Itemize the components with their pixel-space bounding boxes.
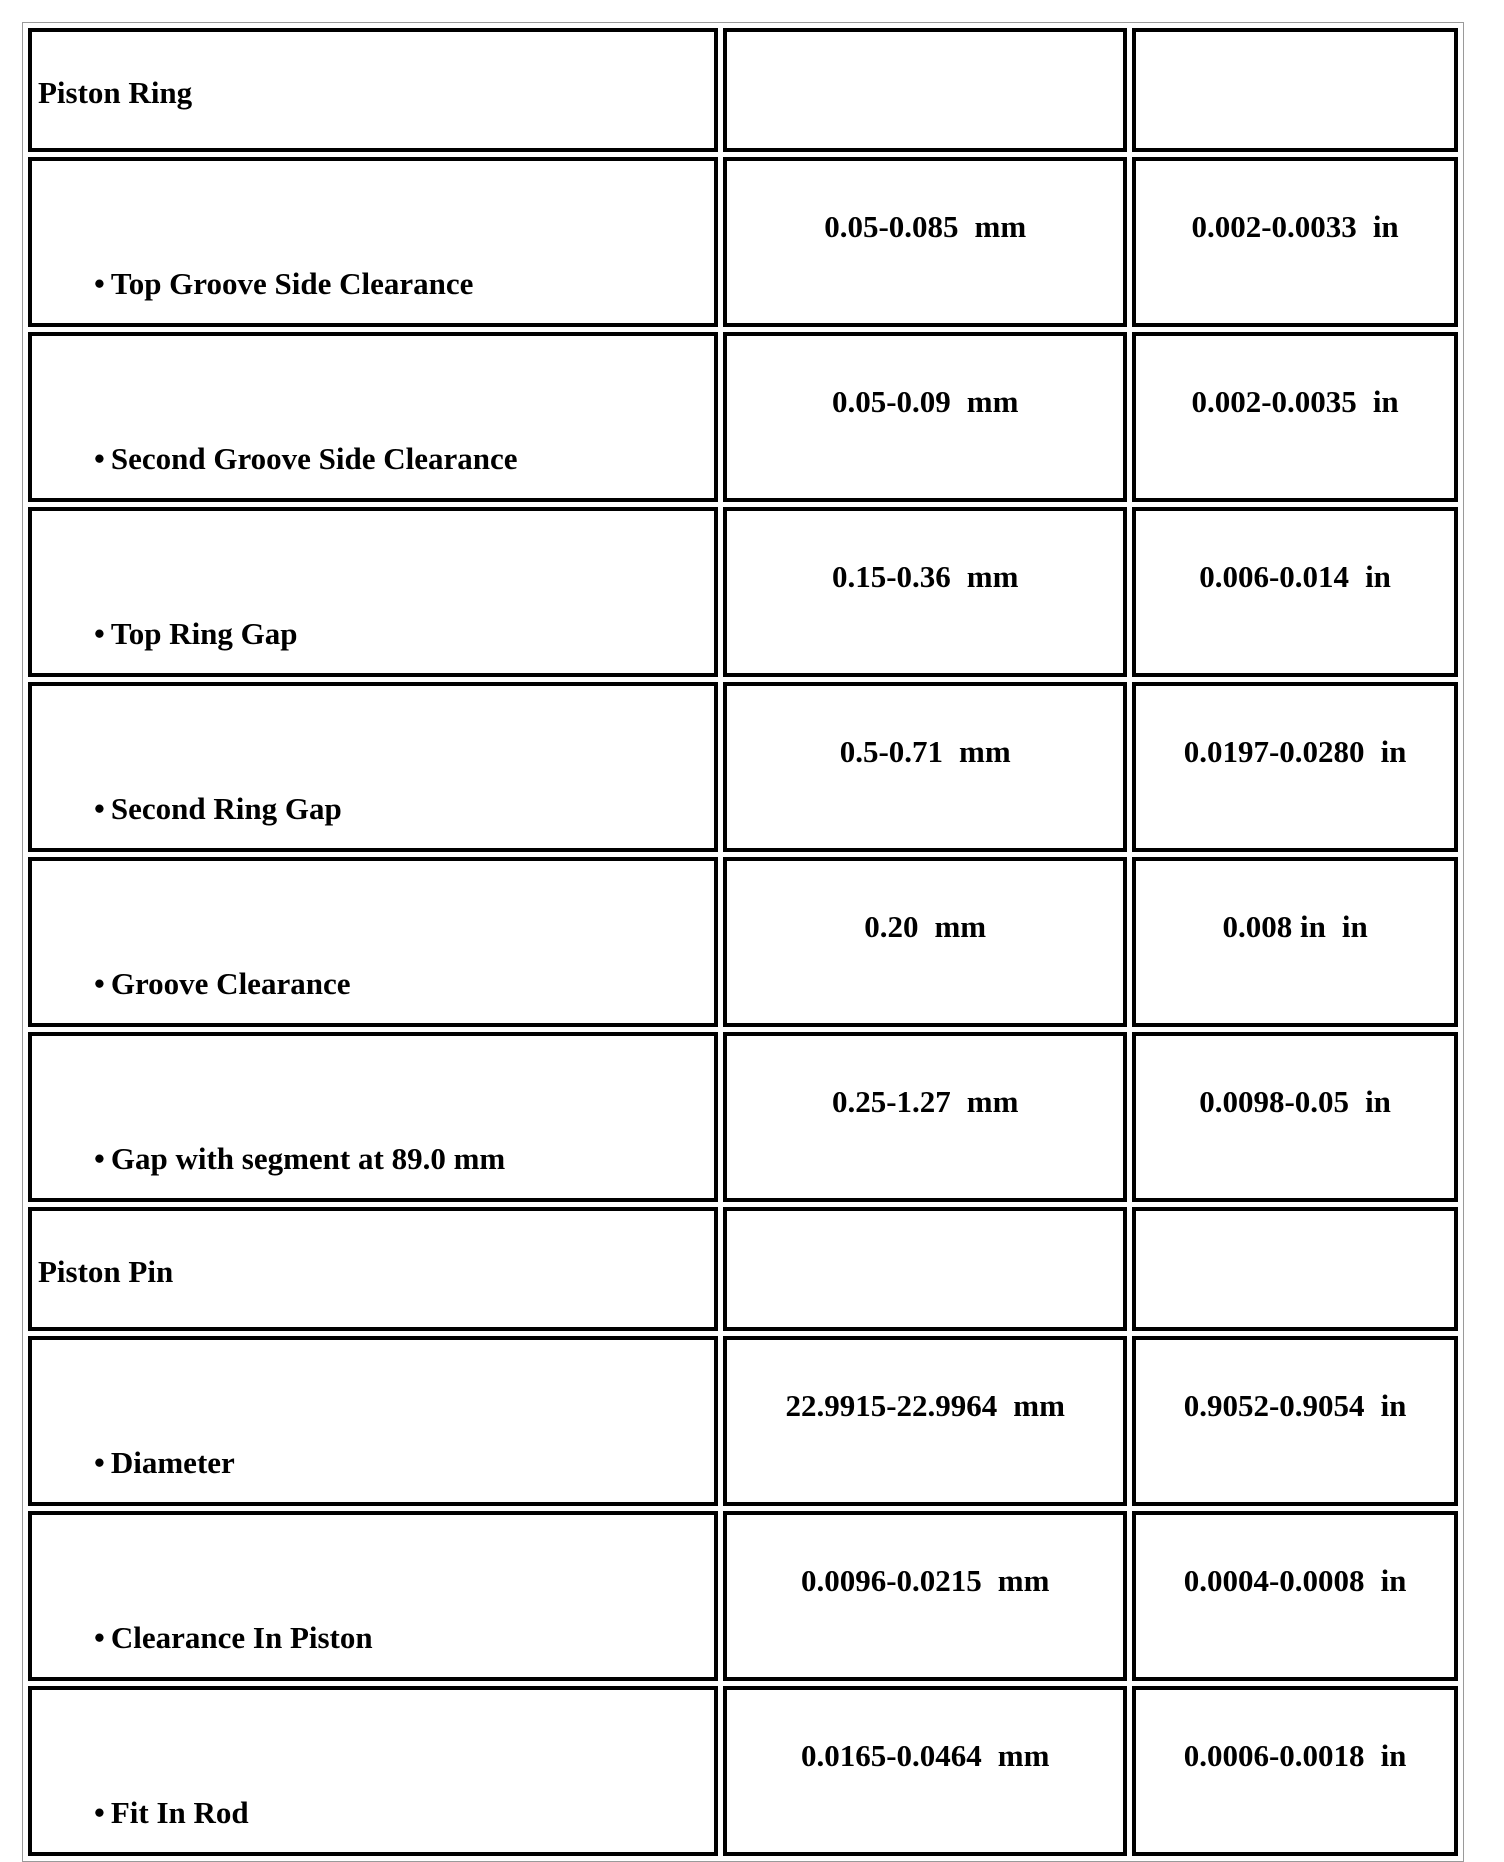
spec-name: Second Groove Side Clearance xyxy=(110,441,518,476)
spec-name: Top Groove Side Clearance xyxy=(110,266,474,301)
metric-unit: mm xyxy=(997,1738,1050,1773)
empty-cell xyxy=(723,1207,1127,1331)
bullet-icon: • xyxy=(94,616,105,651)
bullet-icon: • xyxy=(94,1141,105,1176)
metric-unit: mm xyxy=(1013,1388,1065,1423)
spec-name-cell xyxy=(28,1032,718,1202)
table-row xyxy=(28,682,1458,852)
metric-unit: mm xyxy=(934,909,987,944)
table-row xyxy=(28,1511,1458,1681)
metric-value-cell xyxy=(723,1686,1127,1856)
imperial-value: 0.0098-0.05 xyxy=(1199,1084,1350,1119)
metric-value-cell xyxy=(723,1032,1127,1202)
imperial-value-cell xyxy=(1132,1686,1458,1856)
bullet-icon: • xyxy=(94,1620,105,1655)
metric-value-cell xyxy=(723,1336,1127,1506)
table-row xyxy=(28,332,1458,502)
bullet-icon: • xyxy=(94,1445,105,1480)
bullet-icon: • xyxy=(94,1795,105,1830)
metric-value-cell xyxy=(723,1511,1127,1681)
bullet-icon: • xyxy=(94,266,105,301)
spec-name: Top Ring Gap xyxy=(110,616,298,651)
table-row xyxy=(28,1336,1458,1506)
metric-value-cell xyxy=(723,332,1127,502)
table-row xyxy=(28,157,1458,327)
metric-unit: mm xyxy=(997,1563,1050,1598)
metric-value: 0.05-0.085 xyxy=(824,209,959,244)
empty-cell xyxy=(723,28,1127,152)
imperial-unit: in xyxy=(1380,734,1407,769)
metric-value-cell xyxy=(723,682,1127,852)
spec-name-cell xyxy=(28,1336,718,1506)
metric-unit: mm xyxy=(966,559,1019,594)
empty-cell xyxy=(1132,1207,1458,1331)
bullet-icon: • xyxy=(94,441,105,476)
imperial-value-cell xyxy=(1132,507,1458,677)
table-row-section-piston-pin xyxy=(28,1207,1458,1331)
table-row-section-piston-ring xyxy=(28,28,1458,152)
imperial-value-cell xyxy=(1132,332,1458,502)
imperial-unit: in xyxy=(1341,909,1368,944)
imperial-unit: in xyxy=(1380,1388,1407,1423)
metric-value: 0.25-1.27 xyxy=(831,1084,951,1119)
metric-value-cell xyxy=(723,857,1127,1027)
spec-name-cell xyxy=(28,1511,718,1681)
imperial-value: 0.0197-0.0280 xyxy=(1183,734,1365,769)
imperial-value-cell xyxy=(1132,157,1458,327)
spec-name: Diameter xyxy=(110,1445,235,1480)
table-row xyxy=(28,1686,1458,1856)
empty-cell xyxy=(1132,28,1458,152)
metric-value: 0.0096-0.0215 xyxy=(800,1563,982,1598)
spec-table xyxy=(22,22,1464,1862)
spec-name-cell xyxy=(28,507,718,677)
spec-name: Gap with segment at 89.0 mm xyxy=(110,1141,506,1176)
metric-unit: mm xyxy=(966,384,1019,419)
bullet-icon: • xyxy=(94,966,105,1001)
spec-name: Clearance In Piston xyxy=(110,1620,373,1655)
spec-name: Groove Clearance xyxy=(110,966,351,1001)
imperial-value-cell xyxy=(1132,1511,1458,1681)
imperial-unit: in xyxy=(1380,1738,1407,1773)
metric-value: 0.5-0.71 xyxy=(839,734,944,769)
metric-unit: mm xyxy=(966,1084,1019,1119)
metric-value-cell xyxy=(723,157,1127,327)
section-heading: Piston Pin xyxy=(28,1207,718,1331)
metric-value: 0.05-0.09 xyxy=(831,384,951,419)
spec-name: Second Ring Gap xyxy=(110,791,342,826)
imperial-unit: in xyxy=(1365,559,1391,594)
table-row xyxy=(28,857,1458,1027)
imperial-value: 0.9052-0.9054 xyxy=(1183,1388,1365,1423)
imperial-unit: in xyxy=(1365,1084,1391,1119)
metric-value: 22.9915-22.9964 xyxy=(785,1388,998,1423)
imperial-unit: in xyxy=(1380,1563,1407,1598)
spec-name-cell xyxy=(28,857,718,1027)
imperial-value-cell xyxy=(1132,1336,1458,1506)
metric-value: 0.0165-0.0464 xyxy=(800,1738,982,1773)
imperial-value-cell xyxy=(1132,857,1458,1027)
metric-value: 0.15-0.36 xyxy=(831,559,951,594)
spec-name-cell xyxy=(28,157,718,327)
imperial-value: 0.008 in xyxy=(1222,909,1326,944)
metric-unit: mm xyxy=(974,209,1027,244)
spec-name-cell xyxy=(28,332,718,502)
metric-value-cell xyxy=(723,507,1127,677)
imperial-unit: in xyxy=(1372,384,1399,419)
section-heading: Piston Ring xyxy=(28,28,718,152)
bullet-icon: • xyxy=(94,791,105,826)
imperial-value: 0.006-0.014 xyxy=(1199,559,1350,594)
spec-name: Fit In Rod xyxy=(110,1795,249,1830)
table-row xyxy=(28,507,1458,677)
imperial-value: 0.002-0.0035 xyxy=(1191,384,1357,419)
imperial-value: 0.0006-0.0018 xyxy=(1183,1738,1365,1773)
imperial-value: 0.0004-0.0008 xyxy=(1183,1563,1365,1598)
metric-value: 0.20 xyxy=(864,909,919,944)
imperial-value: 0.002-0.0033 xyxy=(1191,209,1357,244)
imperial-unit: in xyxy=(1372,209,1399,244)
spec-name-cell xyxy=(28,682,718,852)
imperial-value-cell xyxy=(1132,1032,1458,1202)
metric-unit: mm xyxy=(959,734,1011,769)
spec-name-cell xyxy=(28,1686,718,1856)
imperial-value-cell xyxy=(1132,682,1458,852)
table-row xyxy=(28,1032,1458,1202)
